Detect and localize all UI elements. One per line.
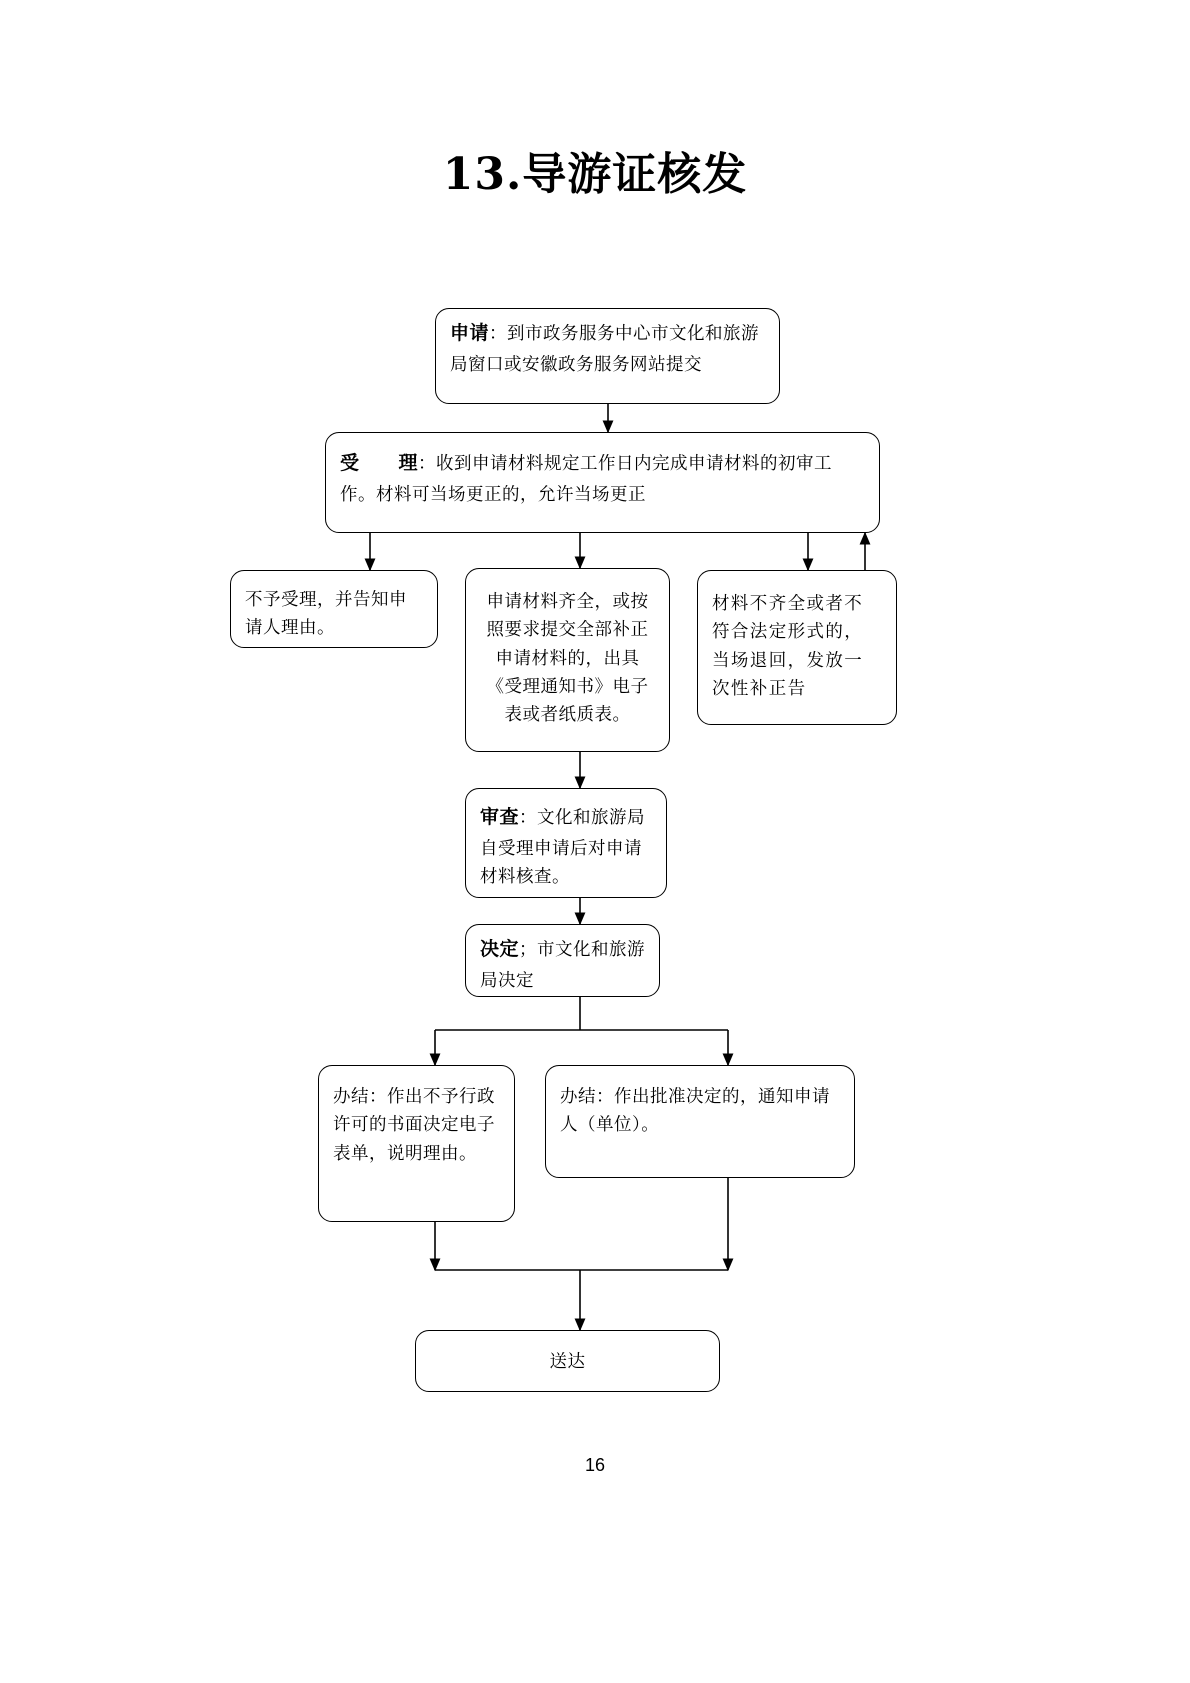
page-number: 16 [584,1455,606,1475]
node-accept [325,432,880,533]
node-materials-incomplete [697,570,897,725]
node-not-accepted [230,570,438,648]
node-accept-text: ：收到申请材料规定工作日内完成申请材料的初审工作。材料可当场更正的，允许当场更正 [340,453,833,504]
node-apply-text: ：到市政务服务中心市文化和旅游局窗口或安徽政务服务网站提交 [450,323,760,374]
node-decision-lead: 决定 [480,939,520,960]
node-decision [465,924,660,997]
node-materials-complete-text: 申请材料齐全，或按照要求提交全部补正申请材料的，出具《受理通知书》电子表或者纸质表。 [486,591,649,725]
node-not-accepted-text: 不予受理，并告知申请人理由。 [245,589,407,638]
node-deliver-text: 送达 [549,1350,586,1371]
node-apply-lead: 申请 [450,323,490,344]
node-review-lead: 审查 [480,807,520,828]
node-accept-lead: 受 理 [340,453,419,474]
node-deliver [415,1330,720,1392]
node-decision-text: ；市文化和旅游局决定 [480,939,646,990]
node-closed-rejected-text: 办结：作出不予行政许可的书面决定电子表单，说明理由。 [333,1086,495,1163]
node-review-text: ：文化和旅游局自受理申请后对申请材料核查。 [480,807,646,887]
node-closed-approved-text: 办结：作出批准决定的，通知申请人（单位）。 [560,1086,830,1135]
node-closed-rejected [318,1065,515,1222]
node-closed-approved [545,1065,855,1178]
node-materials-incomplete-text: 材料不齐全或者不符合法定形式的，当场退回，发放一次性补正告 [712,593,864,699]
node-review [465,788,667,898]
node-apply [435,308,780,404]
node-materials-complete [465,568,670,752]
page-title: 13.导游证核发 [442,149,748,200]
